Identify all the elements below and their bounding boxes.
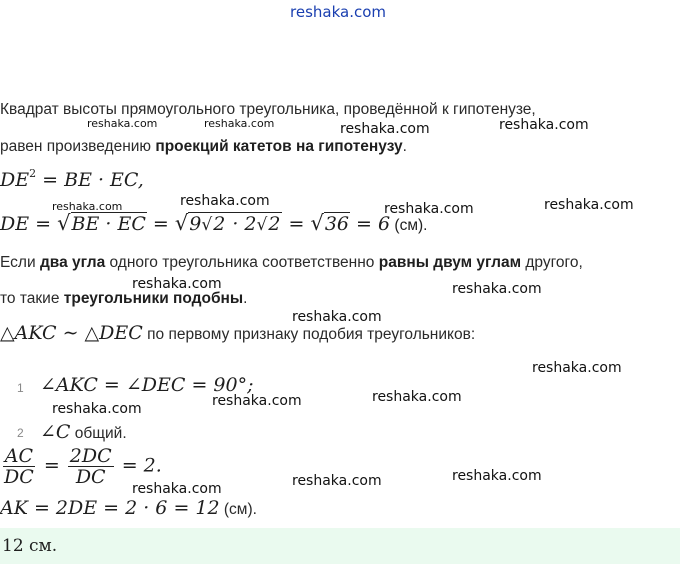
ak-unit: (см). xyxy=(219,501,257,518)
common-text: общий. xyxy=(70,425,127,442)
list-item-2-number: 2 xyxy=(17,426,24,440)
fraction-1 xyxy=(2,446,36,487)
sqrt-2-b: 2 xyxy=(213,213,226,235)
site-header-link[interactable]: reshaka.com xyxy=(290,3,386,21)
list-item-2 xyxy=(40,421,127,443)
fraction-1-den: DC xyxy=(4,466,34,488)
paragraph-2-line-2 xyxy=(0,290,247,308)
ratio-result: = 2. xyxy=(121,454,162,477)
p2-t5: . xyxy=(243,290,248,307)
watermark: reshaka.com xyxy=(452,281,542,297)
watermark: reshaka.com xyxy=(384,201,474,217)
watermark: reshaka.com xyxy=(292,309,382,325)
watermark: reshaka.com xyxy=(180,193,270,209)
ratio-equation: $\frac{AC}{DC}$ = $\frac{2DC}{DC}$ = 2. xyxy=(4,445,162,488)
eq2-lhs: DE = xyxy=(0,213,58,235)
equation-2: DE = √BE · EC = √9√2 · 2√2 = √36 = 6 (см). xyxy=(0,211,428,235)
watermark: reshaka.com xyxy=(292,473,382,489)
p2-b3: треугольники подобны xyxy=(63,290,244,307)
watermark: reshaka.com xyxy=(52,200,123,213)
eq1-lhs: DE xyxy=(0,169,30,191)
sqrt-2-a: 9 xyxy=(189,213,202,235)
watermark: reshaka.com xyxy=(132,481,222,497)
fraction-1-num: AC xyxy=(4,445,34,467)
fraction-2 xyxy=(68,446,114,487)
list-item-1-number: 1 xyxy=(17,381,24,395)
watermark: reshaka.com xyxy=(204,117,275,130)
list-item-1: ∠AKC = ∠DEC = 90°; xyxy=(40,374,254,396)
p2-b1: два угла xyxy=(39,254,106,271)
watermark: reshaka.com xyxy=(532,360,622,376)
eq2-unit: (см). xyxy=(390,217,428,234)
watermark: reshaka.com xyxy=(340,121,430,137)
eq2-eq: = xyxy=(146,213,175,235)
p2-t2: одного треугольника соответственно xyxy=(105,254,379,271)
sqrt-1: √BE · EC xyxy=(57,211,146,235)
watermark: reshaka.com xyxy=(544,197,634,213)
similarity-text: по первому признаку подобия треугольников: xyxy=(142,326,476,343)
watermark: reshaka.com xyxy=(212,393,302,409)
p1-bold: проекций катетов на гипотенузу xyxy=(155,138,403,155)
watermark: reshaka.com xyxy=(132,276,222,292)
eq2-result: = 6 xyxy=(350,213,391,235)
p2-b2: равны двум углам xyxy=(378,254,522,271)
sqrt-2-c: · 2 xyxy=(226,213,257,235)
answer-box xyxy=(0,528,680,564)
answer-text: 12 см. xyxy=(2,536,58,556)
eq1-exponent: 2 xyxy=(29,167,37,180)
sqrt-1-radicand: BE · EC xyxy=(71,213,146,235)
watermark: reshaka.com xyxy=(452,468,542,484)
watermark: reshaka.com xyxy=(499,117,589,133)
p2-t3: другого, xyxy=(521,254,583,271)
fraction-2-num: 2DC xyxy=(69,445,112,467)
equation-1 xyxy=(0,167,144,191)
watermark: reshaka.com xyxy=(372,389,462,405)
watermark: reshaka.com xyxy=(87,117,158,130)
p2-t1: Если xyxy=(0,254,40,271)
sqrt-3: √36 xyxy=(310,211,350,235)
sqrt-2-d: 2 xyxy=(268,213,281,235)
fraction-2-den: DC xyxy=(75,466,106,488)
paragraph-2-line-1 xyxy=(0,254,583,272)
paragraph-1-line-2 xyxy=(0,138,407,156)
p2-t4: то такие xyxy=(0,290,64,307)
p1-text: равен произведению xyxy=(0,138,156,155)
sqrt-3-radicand: 36 xyxy=(324,213,350,235)
p1-end: . xyxy=(402,138,407,155)
sqrt-2: √9√2 · 2√2 xyxy=(174,211,281,235)
ak-equation xyxy=(0,497,257,519)
similarity-math: △AKC ∼ △DEC xyxy=(0,322,143,344)
watermark: reshaka.com xyxy=(52,401,142,417)
eq1-rhs: = BE · EC, xyxy=(36,169,144,191)
paragraph-1-line-1: Квадрат высоты прямоугольного треугольника, проведённой к гипотенузе, xyxy=(0,101,536,118)
similarity-statement xyxy=(0,322,475,344)
angle-c: ∠C xyxy=(40,421,71,443)
ak-math: AK = 2DE = 2 · 6 = 12 xyxy=(0,497,220,519)
